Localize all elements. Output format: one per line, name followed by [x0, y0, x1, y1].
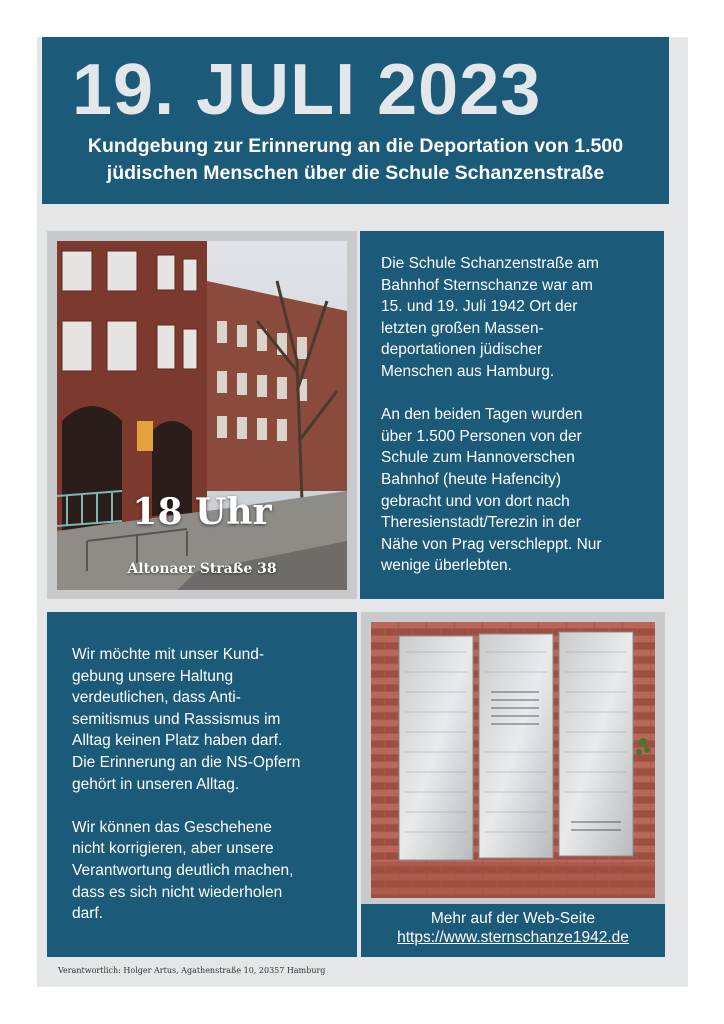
text-line: Alltag keinen Platz haben darf.: [72, 732, 283, 750]
text-line: Bahnhof Sternschanze war am: [381, 276, 593, 294]
text-line: nicht korrigieren, aber unsere: [72, 840, 274, 858]
memorial-plaques-illustration: [371, 622, 655, 898]
text-line: 15. und 19. Juli 1942 Ort der: [381, 298, 578, 316]
text-line: deportationen jüdischer: [381, 341, 543, 359]
text-line: darf.: [72, 905, 104, 923]
text-line: semitismus und Rassismus im: [72, 710, 281, 728]
statement-panel: [47, 612, 357, 957]
footer-responsible: Verantwortlich: Holger Artus, Agathenstraße 10, 20357 Hamburg: [58, 966, 326, 975]
text-line: Theresienstadt/Terezin in der: [381, 514, 581, 532]
website-label: Mehr auf der Web-Seite: [430, 910, 596, 927]
text-line: über 1.500 Personen von der: [381, 427, 582, 445]
text-line: Die Schule Schanzenstraße am: [381, 255, 599, 272]
text-line: Nähe von Prag verschleppt. Nur: [381, 535, 602, 553]
text-line: An den beiden Tagen wurden: [381, 406, 583, 424]
event-time: 18 Uhr: [132, 491, 272, 533]
event-address: Altonaer Straße 38: [127, 561, 277, 577]
text-line: gehört in unseren Alltag.: [72, 775, 240, 793]
website-link[interactable]: https://www.sternschanze1942.de: [397, 929, 629, 946]
website-box: [361, 904, 665, 957]
text-line: Wir können das Geschehene: [72, 818, 272, 836]
text-line: Wir möchte mit unser Kund-: [72, 646, 265, 663]
memorial-plaques-photo: [371, 622, 655, 898]
text-line: verdeutlichen, dass Anti-: [72, 689, 241, 707]
school-photo-frame: [47, 231, 357, 599]
text-line: dass es sich nicht wiederholen: [72, 883, 283, 901]
statement-paragraph-2: [72, 817, 342, 925]
header-banner: [42, 37, 669, 204]
statement-paragraph-1: [72, 644, 342, 795]
history-paragraph-1: [381, 253, 651, 383]
text-line: Schule zum Hannoverschen: [381, 449, 575, 467]
subtitle-line: Kundgebung zur Erinnerung an die Deportation von 1.500: [87, 135, 624, 157]
text-line: Verantwortung deutlich machen,: [72, 861, 294, 879]
text-line: Die Erinnerung an die NS-Opfern: [72, 753, 301, 771]
subtitle-line: jüdischen Menschen über die Schule Schanzenstraße: [106, 162, 605, 184]
text-line: Bahnhof (heute Hafencity): [381, 470, 562, 488]
event-date: 19. JULI 2023: [72, 50, 542, 130]
header-subtitle: [42, 133, 669, 187]
text-line: wenige überlebten.: [381, 557, 512, 575]
history-panel: [360, 231, 664, 599]
text-line: gebung unsere Haltung: [72, 667, 234, 685]
text-line: letzten großen Massen-: [381, 319, 544, 337]
history-paragraph-2: [381, 404, 651, 577]
memorial-photo-frame: [361, 612, 665, 904]
text-line: gebracht und von dort nach: [381, 492, 570, 510]
school-building-photo: [57, 241, 347, 590]
text-line: Menschen aus Hamburg.: [381, 362, 555, 380]
school-building-illustration: [57, 241, 347, 590]
